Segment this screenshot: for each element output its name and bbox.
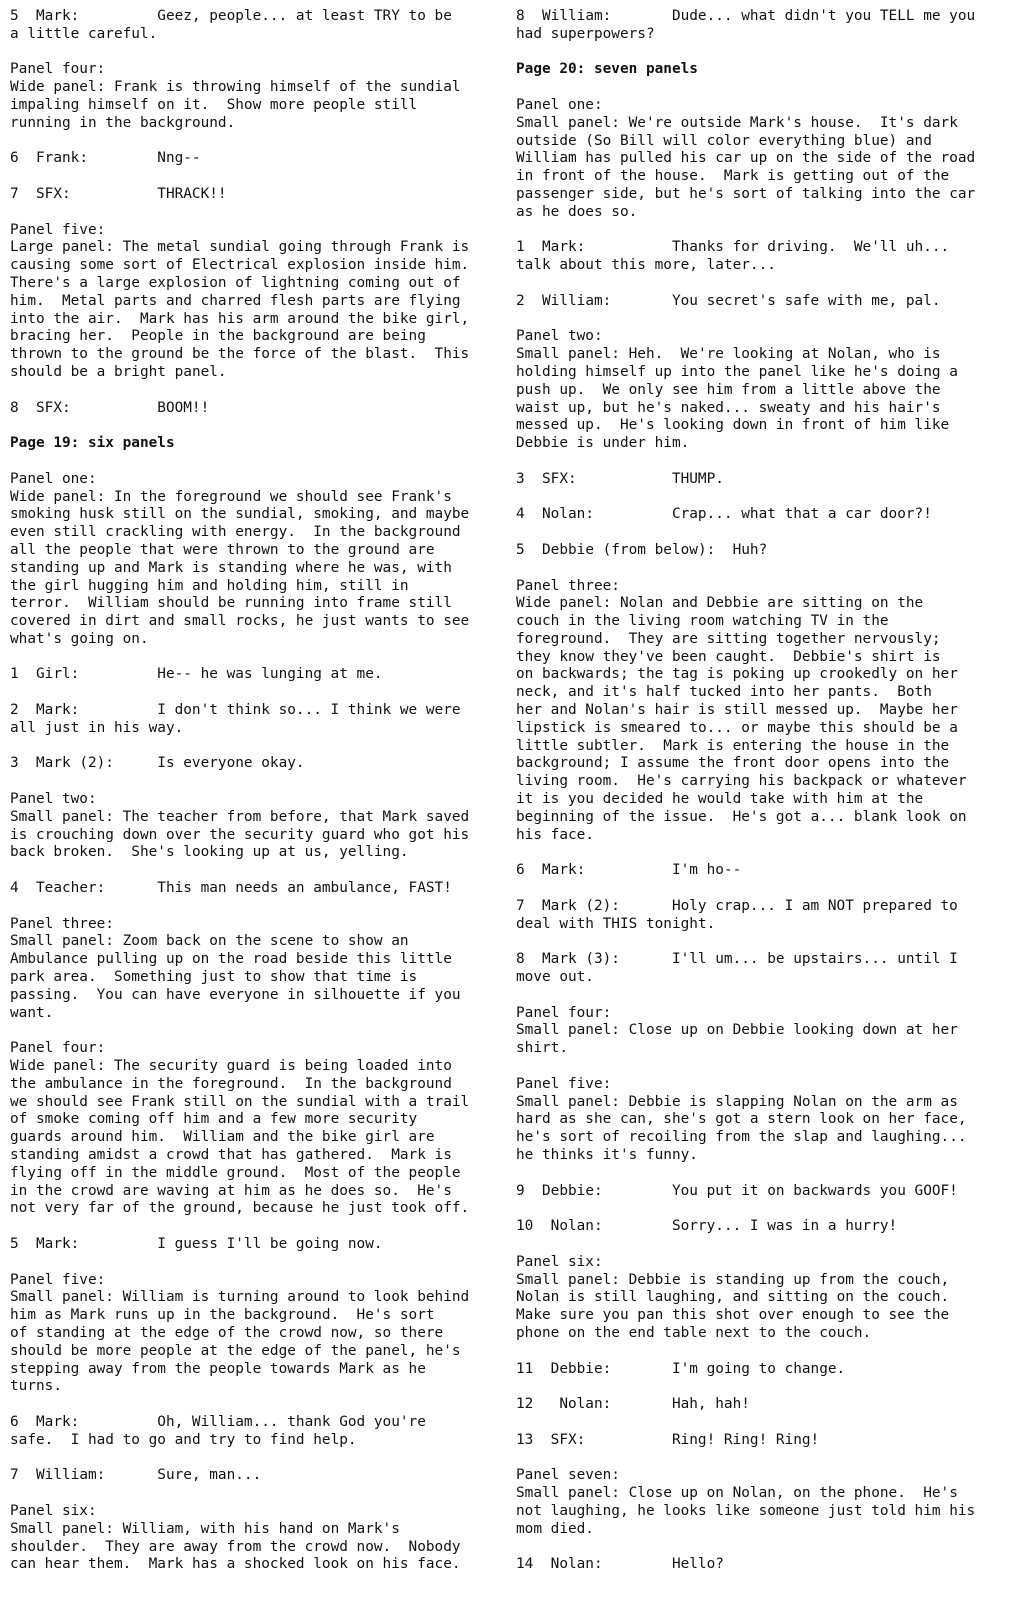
speaker-tag (516, 471, 672, 489)
panel-label: Panel two: (10, 791, 97, 808)
panel-block (10, 1040, 490, 1218)
line-number: 6 (10, 150, 19, 167)
speaker-tag (516, 1183, 672, 1201)
dialogue-line (516, 239, 996, 257)
speaker-name: Mark: (36, 1235, 80, 1252)
speaker-name: Nolan: (550, 1556, 603, 1573)
dialogue-text: Holy crap... I am NOT prepared to (671, 897, 958, 914)
speaker-tag (516, 1556, 672, 1574)
dialogue-block (10, 186, 490, 204)
speaker-name: William: (542, 292, 612, 309)
panel-description: Small panel: Debbie is standing up from the couch, Nolan is still laughing, and sitting on the couch. Make sure you pan this shot over enough to see the phone on the end table next to the couch. (516, 1271, 950, 1341)
speaker-name: Debbie (from below): (542, 541, 716, 558)
speaker-tag (516, 1396, 672, 1414)
panel-description: Small panel: Close up on Nolan, on the phone. He's not laughing, he looks like someone just told him his mom died. (516, 1485, 976, 1537)
dialogue-block (516, 1183, 996, 1201)
speaker-name: Mark: (542, 239, 586, 256)
speaker-name: SFX: (36, 185, 71, 202)
line-number: 5 (10, 1235, 19, 1252)
line-number: 3 (10, 755, 19, 772)
panel-description: Wide panel: In the foreground we should see Frank's smoking husk still on the sundial, smoking, and maybe even still crackling with energy. In the background all the people that were thrown to the ground are standing up and Mark is standing where he was, with the girl hugging him and holding him, still in terror. William should be running into frame still covered in dirt and small rocks, he just wants to see what's going on. (10, 488, 470, 647)
dialogue-text: Sure, man... (157, 1467, 262, 1484)
speaker-tag (10, 1414, 157, 1432)
line-number: 8 (516, 8, 525, 24)
speaker-name: William: (542, 8, 612, 24)
line-number: 7 (10, 185, 19, 202)
dialogue-continuation: talk about this more, later... (516, 257, 776, 274)
speaker-tag (10, 8, 157, 26)
speaker-tag (516, 862, 672, 880)
dialogue-block (516, 293, 996, 311)
dialogue-block (516, 542, 996, 560)
dialogue-text: THRACK!! (157, 185, 227, 202)
panel-description: Small panel: Zoom back on the scene to show an Ambulance pulling up on the road beside this little park area. Something just to show that time is passing. You can have everyone in silhouette if you want. (10, 933, 461, 1021)
dialogue-line (516, 862, 996, 880)
panel-label: Panel four: (516, 1004, 612, 1021)
panel-block (516, 1254, 996, 1343)
dialogue-line (516, 951, 996, 969)
speaker-name: Nolan: (550, 1396, 612, 1413)
dialogue-block (516, 898, 996, 934)
dialogue-block (516, 1432, 996, 1450)
line-number: 1 (10, 666, 19, 683)
dialogue-line (516, 1396, 996, 1414)
speaker-name: Frank: (36, 150, 88, 167)
speaker-tag (516, 542, 733, 560)
line-number: 8 (516, 951, 525, 968)
panel-block (10, 916, 490, 1023)
panel-label: Panel five: (516, 1075, 612, 1092)
dialogue-line (10, 1467, 490, 1485)
panel-label: Panel three: (516, 577, 620, 594)
page-heading: Page 19: six panels (10, 435, 175, 452)
dialogue-text: I don't think so... I think we were (157, 702, 461, 719)
speaker-tag (10, 702, 157, 720)
panel-block (10, 222, 490, 382)
script-column-left (10, 8, 490, 1592)
speaker-tag (10, 755, 157, 773)
panel-description: Small panel: William, with his hand on Mark's shoulder. They are away from the crowd now. Nobody can hear them. Mark has a shocked look on his face. (10, 1520, 461, 1573)
dialogue-line (10, 8, 490, 26)
panel-label: Panel four: (10, 1040, 106, 1057)
dialogue-line (10, 186, 490, 204)
dialogue-text: Huh? (732, 541, 768, 558)
panel-description: Small panel: Heh. We're looking at Nolan, who is holding himself up into the panel like he's doing a push up. We only see him from a little above the waist up, but he's naked... sweaty and his hair's messed up. He's looking down in front of him like Debbie is under him. (516, 346, 958, 452)
speaker-tag (516, 506, 672, 524)
dialogue-line (516, 1556, 996, 1574)
speaker-name: Mark: (36, 702, 80, 719)
line-number: 14 (516, 1556, 534, 1573)
panel-label: Panel five: (10, 221, 106, 238)
dialogue-block (10, 400, 490, 418)
speaker-tag (10, 400, 157, 418)
line-number: 8 (10, 399, 19, 416)
panel-block (10, 61, 490, 132)
dialogue-line (516, 1432, 996, 1450)
dialogue-block (516, 1556, 996, 1574)
speaker-name: Mark: (36, 1413, 80, 1430)
dialogue-line (10, 880, 490, 898)
line-number: 10 (516, 1218, 534, 1235)
speaker-tag (10, 880, 157, 898)
panel-description: Small panel: William is turning around to look behind him as Mark runs up in the background. He's sort of standing at the edge of the crowd now, so there should be more people at the edge of the panel, he's stepping away from the people towards Mark as he turns. (10, 1289, 470, 1395)
line-number: 4 (10, 880, 19, 897)
dialogue-text: You put it on backwards you GOOF! (671, 1182, 958, 1199)
dialogue-text: I'm ho-- (671, 862, 742, 879)
dialogue-block (516, 862, 996, 880)
line-number: 9 (516, 1182, 525, 1199)
panel-description: Wide panel: Frank is throwing himself of the sundial impaling himself on it. Show more people still running in the background. (10, 79, 461, 131)
dialogue-line (516, 471, 996, 489)
dialogue-line (516, 8, 996, 26)
dialogue-block (516, 8, 996, 44)
speaker-name: Mark: (36, 8, 80, 24)
dialogue-text: Sorry... I was in a hurry! (671, 1218, 898, 1235)
dialogue-text: BOOM!! (157, 399, 210, 416)
dialogue-continuation: had superpowers? (516, 25, 655, 42)
panel-description: Small panel: Close up on Debbie looking down at her shirt. (516, 1022, 958, 1057)
panel-block (516, 1076, 996, 1165)
line-number: 5 (516, 541, 525, 558)
line-number: 7 (516, 897, 525, 914)
panel-block (10, 471, 490, 649)
dialogue-line (10, 755, 490, 773)
dialogue-continuation: deal with THIS tonight. (516, 915, 716, 932)
line-number: 2 (516, 292, 525, 309)
panel-label: Panel two: (516, 328, 603, 345)
dialogue-text: Thanks for driving. We'll uh... (671, 239, 950, 256)
dialogue-line (516, 293, 996, 311)
line-number: 6 (10, 1413, 19, 1430)
line-number: 12 (516, 1396, 534, 1413)
dialogue-text: Geez, people... at least TRY to be (157, 8, 452, 24)
speaker-tag (516, 239, 672, 257)
dialogue-block (10, 1467, 490, 1485)
dialogue-line (10, 1236, 490, 1254)
dialogue-continuation: all just in his way. (10, 719, 184, 736)
speaker-name: Mark (3): (542, 951, 620, 968)
panel-description: Large panel: The metal sundial going through Frank is causing some sort of Electrical explosion inside him. There's a large explosion of lightning coming out of him. Metal parts and charred flesh parts are flying into the air. Mark has his arm around the bike girl, bracing her. People in the background are being thrown to the ground be the force of the blast. This should be a bright panel. (10, 239, 470, 380)
dialogue-block (10, 150, 490, 168)
dialogue-line (516, 506, 996, 524)
dialogue-block (516, 471, 996, 489)
dialogue-block (516, 1396, 996, 1414)
dialogue-block (10, 755, 490, 773)
panel-description: Small panel: We're outside Mark's house. It's dark outside (So Bill will color everything blue) and William has pulled his car up on the side of the road in front of the house. Mark is getting out of the passenger side, but he's sort of talking into the car as he does so. (516, 114, 976, 220)
dialogue-text: Nng-- (157, 150, 201, 167)
panel-description: Wide panel: Nolan and Debbie are sitting on the couch in the living room watching TV in the foreground. They are sitting together nervously; they know they've been caught. Debbie's shirt is on backwards; the tag is poking up crookedly on her neck, and it's half tucked into her pants. Both her and Nolan's hair is still messed up. Maybe her lipstick is smeared to... or maybe this should be a little subtler. Mark is entering the house in the background; I assume the front door opens into the living room. He's carrying his backpack or whatever it is you decided he would take with him at the beginning of the issue. He's got a... blank look on his face. (516, 595, 967, 843)
panel-block (516, 578, 996, 845)
speaker-tag (516, 1361, 672, 1379)
panel-label: Panel three: (10, 915, 114, 932)
line-number: 11 (516, 1360, 534, 1377)
panel-label: Panel seven: (516, 1467, 620, 1484)
dialogue-line (10, 666, 490, 684)
dialogue-block (10, 702, 490, 738)
panel-label: Panel six: (10, 1502, 97, 1519)
speaker-name: Teacher: (36, 880, 106, 897)
speaker-tag (516, 293, 672, 311)
dialogue-block (516, 1361, 996, 1379)
dialogue-text: He-- he was lunging at me. (157, 666, 383, 683)
line-number: 2 (10, 702, 19, 719)
dialogue-line (10, 1414, 490, 1432)
panel-label: Panel five: (10, 1271, 106, 1288)
panel-label: Panel one: (516, 96, 603, 113)
line-number: 3 (516, 470, 525, 487)
panel-block (516, 1005, 996, 1058)
dialogue-text: I'll um... be upstairs... until I (671, 951, 958, 968)
panel-block (10, 791, 490, 862)
panel-block (10, 1272, 490, 1397)
dialogue-line (516, 1183, 996, 1201)
speaker-tag (10, 150, 157, 168)
speaker-name: SFX: (542, 470, 577, 487)
dialogue-continuation: move out. (516, 969, 594, 986)
speaker-name: William: (36, 1467, 106, 1484)
dialogue-block (10, 1414, 490, 1450)
dialogue-text: Hello? (671, 1556, 724, 1573)
line-number: 5 (10, 8, 19, 24)
panel-label: Panel six: (516, 1253, 603, 1270)
dialogue-text: Hah, hah! (671, 1396, 750, 1413)
speaker-tag (10, 186, 157, 204)
dialogue-block (516, 506, 996, 524)
speaker-tag (516, 1218, 672, 1236)
speaker-name: Mark: (542, 862, 586, 879)
panel-label: Panel four: (10, 61, 106, 78)
dialogue-continuation: safe. I had to go and try to find help. (10, 1431, 357, 1448)
dialogue-block (10, 1236, 490, 1254)
dialogue-text: This man needs an ambulance, FAST! (157, 880, 452, 897)
speaker-name: Mark (2): (542, 897, 620, 914)
page-heading: Page 20: seven panels (516, 61, 698, 78)
dialogue-line (10, 150, 490, 168)
panel-description: Wide panel: The security guard is being loaded into the ambulance in the foreground. In the background we should see Frank still on the sundial with a trail of smoke coming off him and a few more security guards around him. William and the bike girl are standing amidst a crowd that has gathered. Mark is flying off in the middle ground. Most of the people in the crowd are waving at him as he does so. He's not very far of the ground, because he just took off. (10, 1058, 470, 1217)
dialogue-line (516, 542, 996, 560)
panel-block (10, 1503, 490, 1574)
panel-block (516, 1467, 996, 1538)
panel-block (516, 97, 996, 222)
dialogue-line (516, 1218, 996, 1236)
dialogue-text: I guess I'll be going now. (157, 1235, 383, 1252)
dialogue-text: Is everyone okay. (157, 755, 305, 772)
panel-description: Small panel: Debbie is slapping Nolan on the arm as hard as she can, she's got a stern look on her face, he's sort of recoiling from the slap and laughing... he thinks it's funny. (516, 1093, 967, 1163)
dialogue-block (516, 239, 996, 275)
speaker-name: Mark (2): (36, 755, 114, 772)
speaker-tag (10, 666, 157, 684)
dialogue-block (516, 951, 996, 987)
speaker-name: Girl: (36, 666, 80, 683)
speaker-tag (516, 1432, 672, 1450)
dialogue-block (10, 8, 490, 44)
speaker-name: Debbie: (542, 1182, 603, 1199)
line-number: 7 (10, 1467, 19, 1484)
dialogue-text: THUMP. (671, 470, 724, 487)
dialogue-continuation: a little careful. (10, 25, 158, 42)
speaker-tag (516, 898, 672, 916)
panel-description: Small panel: The teacher from before, that Mark saved is crouching down over the security guard who got his back broken. She's looking up at us, yelling. (10, 808, 470, 861)
dialogue-line (516, 1361, 996, 1379)
speaker-name: Nolan: (550, 1218, 603, 1235)
speaker-tag (10, 1236, 157, 1254)
line-number: 13 (516, 1431, 534, 1448)
line-number: 1 (516, 239, 525, 256)
line-number: 6 (516, 862, 525, 879)
dialogue-text: Dude... what didn't you TELL me you (671, 8, 976, 24)
dialogue-line (10, 400, 490, 418)
dialogue-text: Ring! Ring! Ring! (671, 1431, 820, 1448)
speaker-tag (10, 1467, 157, 1485)
dialogue-block (10, 666, 490, 684)
panel-label: Panel one: (10, 470, 97, 487)
speaker-name: Debbie: (550, 1360, 612, 1377)
dialogue-line (10, 702, 490, 720)
speaker-tag (516, 951, 672, 969)
speaker-name: Nolan: (542, 506, 594, 523)
dialogue-text: Oh, William... thank God you're (157, 1413, 426, 1430)
speaker-name: SFX: (36, 399, 71, 416)
dialogue-block (516, 1218, 996, 1236)
panel-block (516, 328, 996, 453)
dialogue-block (10, 880, 490, 898)
dialogue-text: I'm going to change. (671, 1360, 846, 1377)
script-column-right (516, 8, 996, 1592)
speaker-tag (516, 8, 672, 26)
speaker-name: SFX: (550, 1431, 586, 1448)
line-number: 4 (516, 506, 525, 523)
dialogue-text: Crap... what that a car door?! (671, 506, 932, 523)
dialogue-line (516, 898, 996, 916)
dialogue-text: You secret's safe with me, pal. (671, 292, 941, 309)
